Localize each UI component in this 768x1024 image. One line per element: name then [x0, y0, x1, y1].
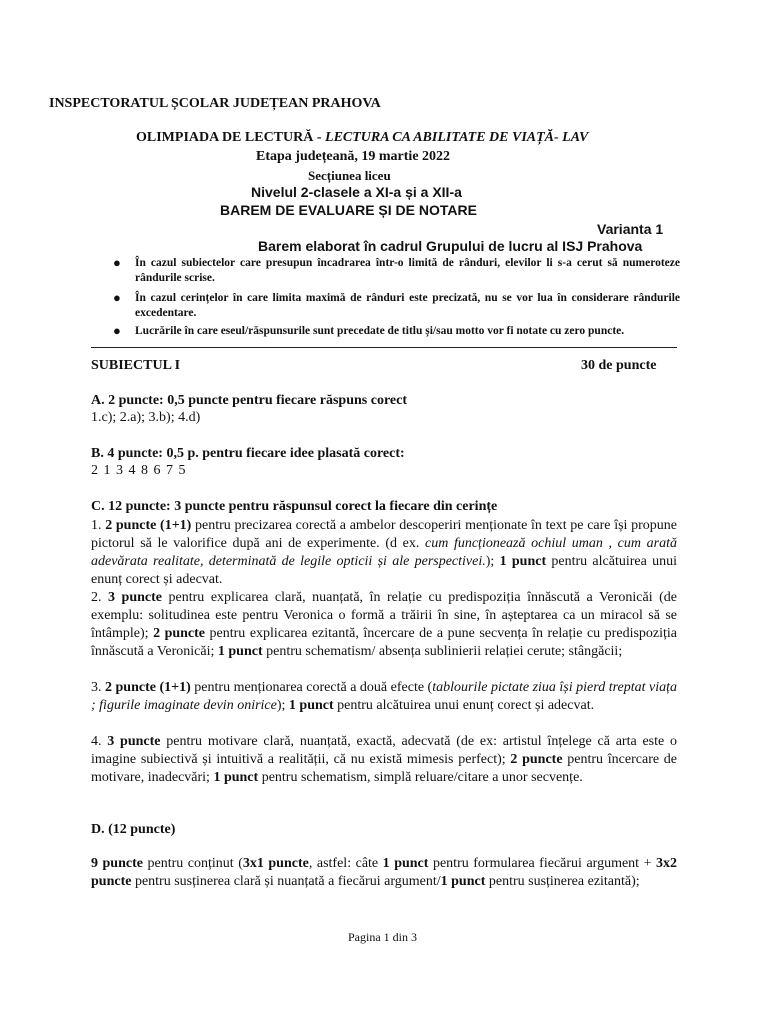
points: 2 puncte (1+1) — [105, 680, 191, 695]
item-number: 1. — [91, 518, 106, 533]
note-item: În cazul subiectelor care presupun încadrarea într-o limită de rânduri, elevilor li s-a cerut să numeroteze rândurile scrise. — [135, 257, 680, 284]
institution-title: INSPECTORATUL ȘCOLAR JUDEȚEAN PRAHOVA — [49, 96, 381, 111]
item-text: pentru formularea fiecărui argument + — [428, 856, 657, 871]
example-text: cum funcționează ochiul uman , cum arată adevărata realitate, determinată de legile opticii și ale perspectivei. — [91, 536, 677, 569]
points: 2 puncte (1+1) — [105, 518, 192, 533]
item-number: 4. — [91, 734, 108, 749]
section-c-item-3 — [91, 679, 677, 715]
points: 1 punct — [217, 644, 263, 659]
olympiad-title — [136, 130, 588, 146]
points: 1 punct — [499, 554, 547, 569]
points: 3x2 puncte — [91, 856, 678, 889]
section-line: Secțiunea liceu — [308, 168, 391, 183]
stage-line: Etapa județeană, 19 martie 2022 — [256, 149, 451, 164]
points: 3 puncte — [107, 734, 161, 749]
subject-points: 30 de puncte — [581, 358, 657, 373]
section-d-text — [91, 855, 677, 891]
item-text: pentru explicarea ezitantă, încercare de a pune secvența în relație cu predispoziția înnăscută a Veronicăi; — [91, 626, 677, 659]
item-text: pentru alcătuirea unui enunț corect și adecvat. — [91, 554, 678, 587]
item-text: pentru explicarea clară, nuanțată, în relație cu predispoziția înnăscută a Veronicăi (de exemplu: solitudinea este pentru Veronica o formă a trăirii în sine, în așteptarea ca un miracol să se întâmple); — [91, 590, 678, 641]
item-text: pentru susținerea clară și nuanțată a fiecărui argument/ — [131, 874, 441, 889]
points: 2 puncte — [510, 752, 563, 767]
section-a-answers: 1.c); 2.a); 3.b); 4.d) — [91, 410, 201, 425]
points: 1 punct — [288, 698, 334, 713]
bullet-icon: ● — [113, 290, 121, 305]
section-b-answers: 2 1 3 4 8 6 7 5 — [91, 463, 187, 478]
note-item: În cazul cerințelor în care limita maximă de rânduri este precizată, nu se vor lua în considerare rândurile excedentare. — [135, 292, 680, 319]
item-text: pentru menționarea corectă a două efecte ( — [190, 680, 433, 695]
section-c-item-4 — [91, 733, 677, 787]
divider — [91, 347, 677, 348]
item-text: ); — [276, 698, 289, 713]
bullet-icon: ● — [113, 255, 121, 270]
points: 1 punct — [440, 874, 486, 889]
item-number: 3. — [91, 680, 106, 695]
bullet-icon: ● — [113, 323, 121, 338]
section-c-heading: C. 12 puncte: 3 puncte pentru răspunsul corect la fiecare din cerințe — [91, 499, 498, 514]
section-b-heading: B. 4 puncte: 0,5 p. pentru fiecare idee plasată corect: — [91, 446, 405, 461]
page-number: Pagina 1 din 3 — [348, 930, 417, 944]
item-number: 2. — [91, 590, 109, 605]
note-item: Lucrările în care eseul/răspunsurile sunt precedate de titlu și/sau motto vor fi notate cu zero puncte. — [135, 325, 625, 337]
item-text: pentru motivare clară, nuanțată, exactă, adecvată (de ex: artistul înțelege că arta este o imagine subiectivă și intuitivă a realității, că nu există mimesis perfect); — [91, 734, 678, 767]
example-text: tablourile pictate ziua își pierd treptat viața ; figurile imaginate devin onirice — [91, 680, 678, 713]
level-line: Nivelul 2-clasele a XI-a și a XII-a — [251, 184, 462, 200]
item-text: ); — [485, 554, 500, 569]
barem-title: BAREM DE EVALUARE ȘI DE NOTARE — [220, 202, 477, 218]
item-text: pentru schematism/ absența sublinierii relației cerute; stângăcii; — [262, 644, 623, 659]
subject-title: SUBIECTUL I — [91, 358, 181, 373]
section-c-item-2 — [91, 589, 677, 661]
item-text: pentru alcătuirea unui enunț corect și adecvat. — [333, 698, 595, 713]
section-a-heading: A. 2 puncte: 0,5 puncte pentru fiecare răspuns corect — [91, 393, 408, 408]
section-d-heading: D. (12 puncte) — [91, 822, 176, 837]
points: 2 puncte — [153, 626, 206, 641]
points: 1 punct — [213, 770, 259, 785]
section-c-item-1 — [91, 517, 677, 589]
points: 3x1 puncte — [242, 856, 309, 871]
item-text: pentru precizarea corectă a ambelor descoperiri menționate în text pe care își propune pictorul să le valorifice după ani de experimente. (d ex. — [91, 518, 678, 551]
item-text: pentru încercare de motivare, inadecvări; — [91, 752, 678, 785]
points: 9 puncte — [91, 856, 143, 871]
item-text: pentru schematism, simplă reluare/citare a unor secvențe. — [258, 770, 583, 785]
points: 1 punct — [382, 856, 429, 871]
item-text: pentru susținerea ezitantă); — [485, 874, 640, 889]
olympiad-prefix: OLIMPIADA DE LECTURĂ - — [136, 130, 326, 145]
item-text: , astfel: câte — [308, 856, 383, 871]
variant-label: Varianta 1 — [597, 221, 664, 237]
elaborated-line: Barem elaborat în cadrul Grupului de lucru al ISJ Prahova — [258, 238, 643, 254]
points: 3 puncte — [108, 590, 163, 605]
item-text: pentru conținut ( — [142, 856, 243, 871]
olympiad-theme: LECTURA CA ABILITATE DE VIAȚĂ- LAV — [325, 130, 589, 145]
